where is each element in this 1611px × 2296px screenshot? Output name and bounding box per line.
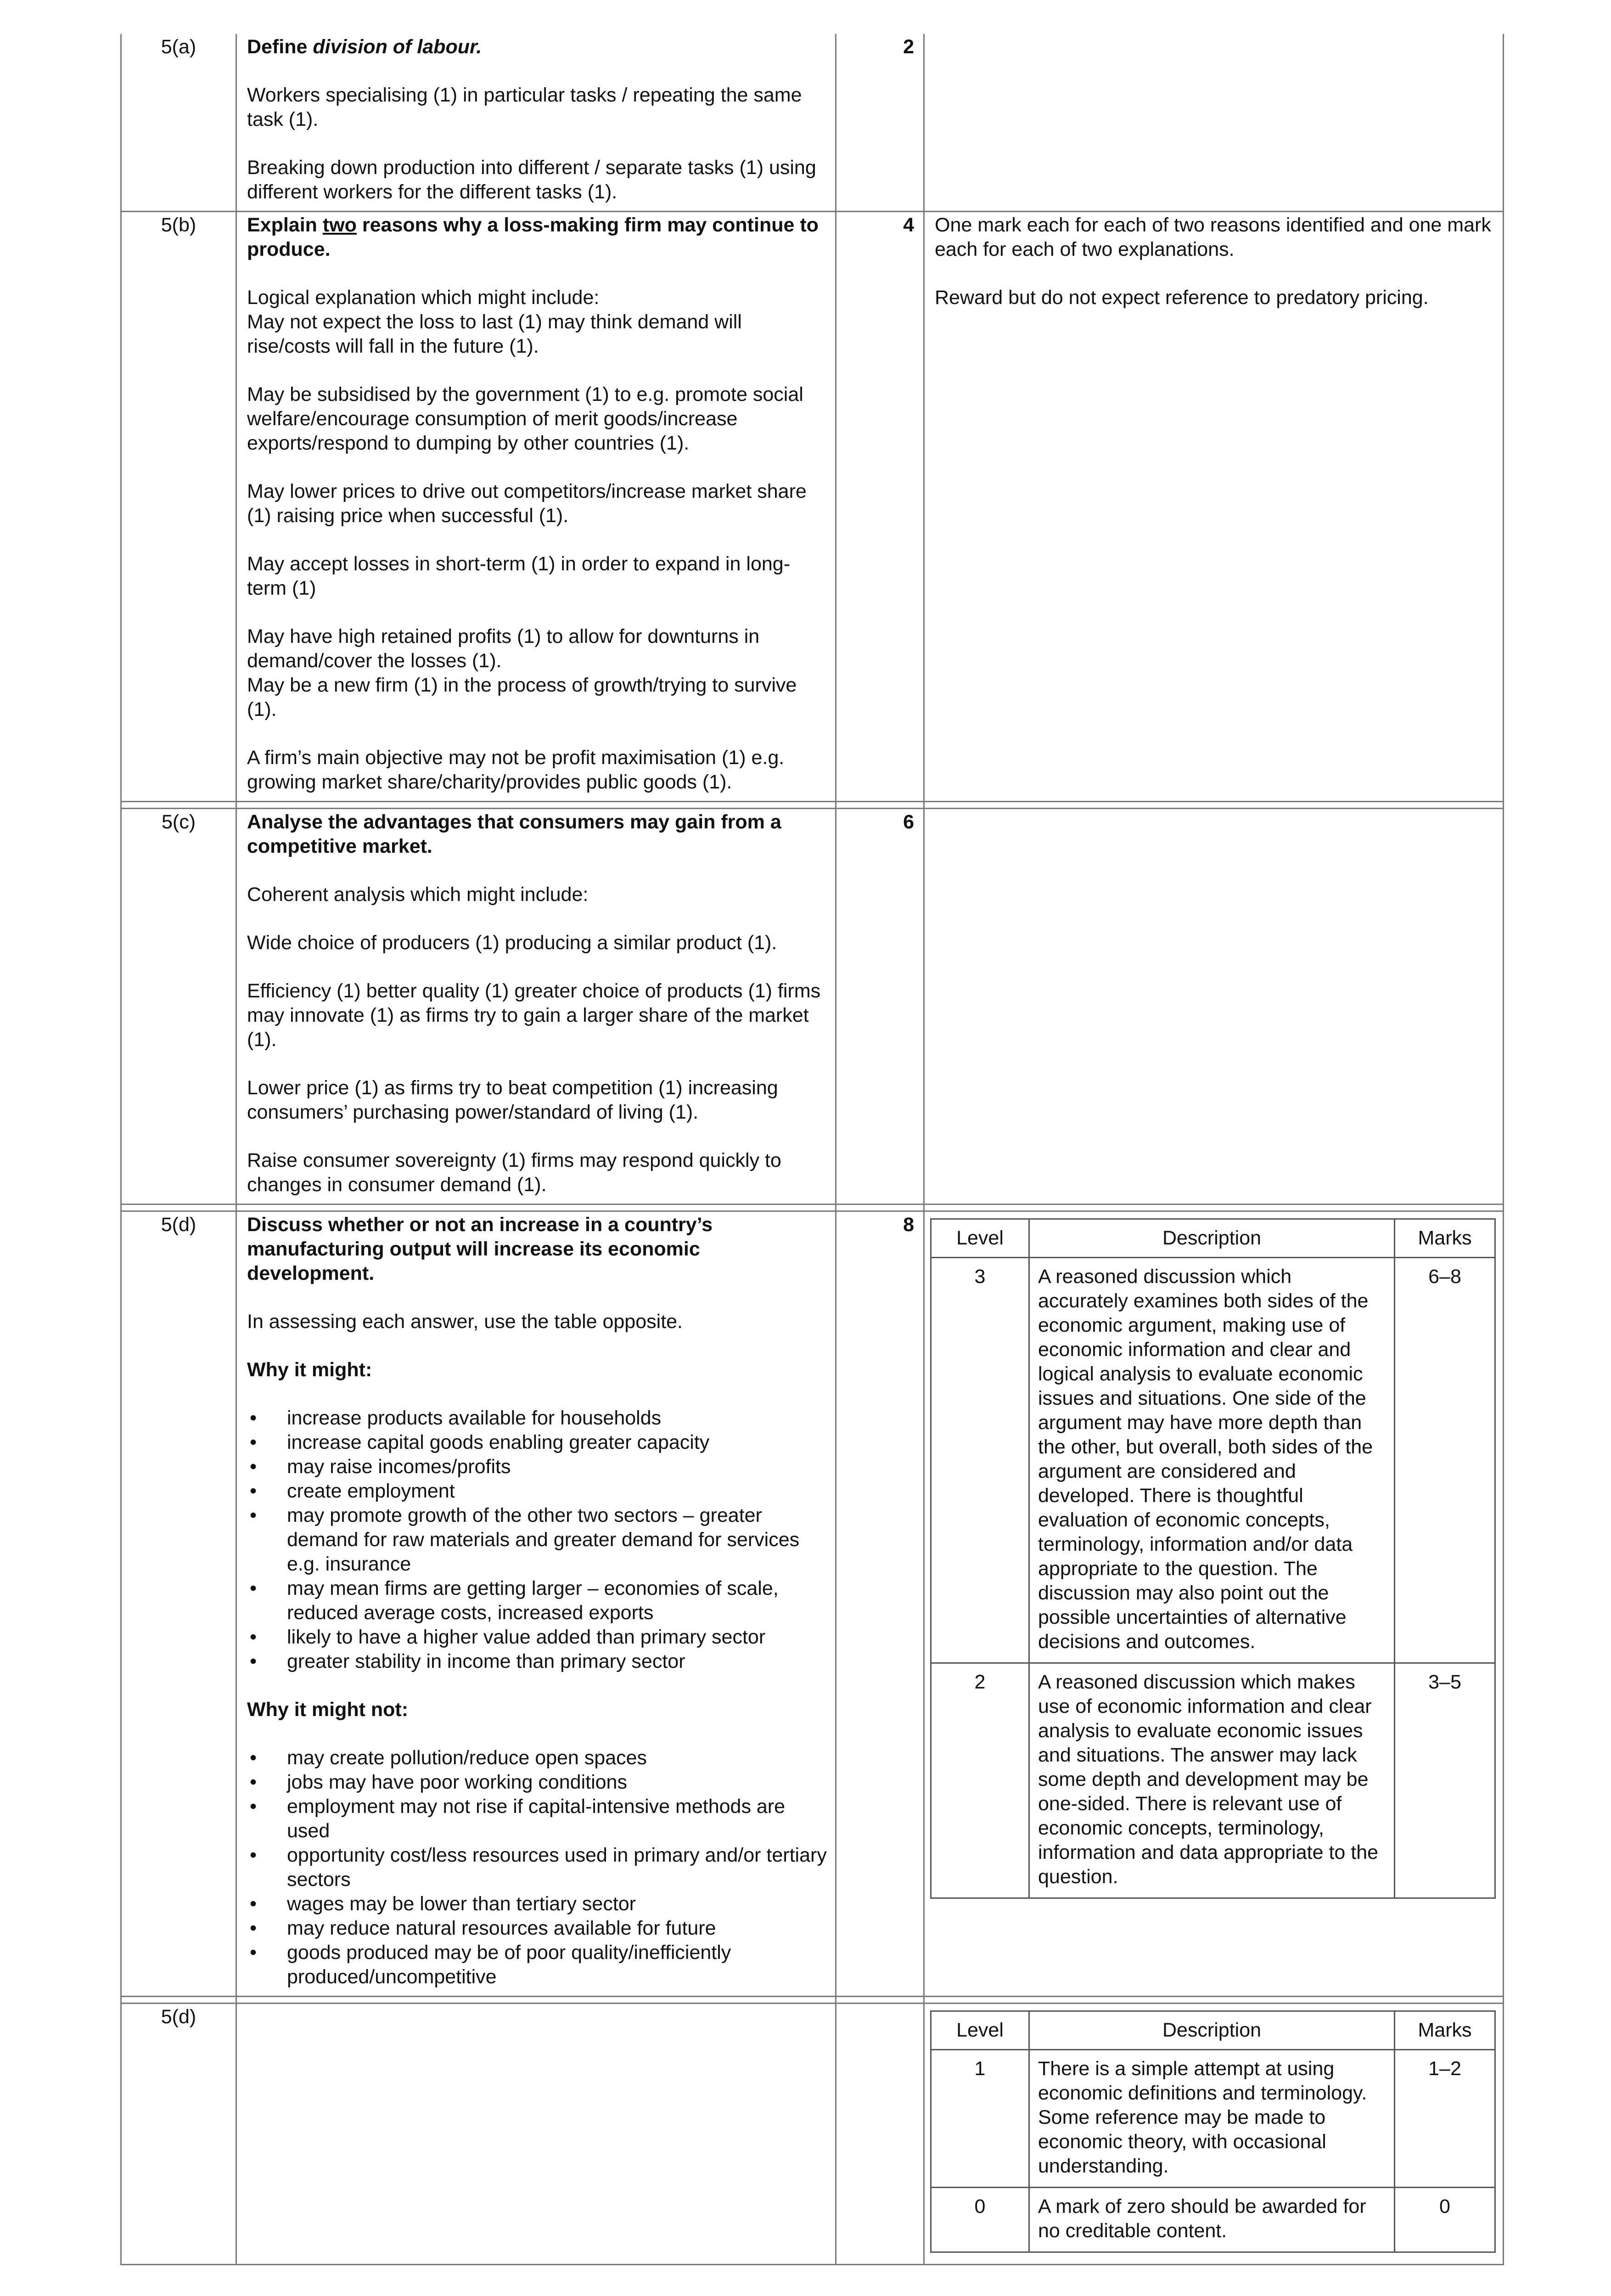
level-marks: 6–8 [1395,1258,1495,1663]
question-number: 5(d) [161,2006,196,2028]
level-row [931,1258,1495,1663]
list-item: • employment may not rise if capital-intensive methods are used [247,1795,827,1843]
level-row [931,2050,1495,2188]
question-number: 5(b) [161,214,196,236]
answer-point: May lower prices to drive out competitors/increase market share (1) raising price when successful (1). [247,480,807,527]
levels-header-row [931,2011,1495,2050]
level-row [931,2188,1495,2252]
level-marks: 0 [1395,2188,1495,2252]
list-item: • goods produced may be of poor quality/inefficiently produced/uncompetitive [247,1941,827,1989]
why-might-list [247,1406,827,1674]
level-marks: 3–5 [1395,1663,1495,1898]
level-number: 2 [931,1663,1029,1898]
answer-point: Raise consumer sovereignty (1) firms may respond quickly to changes in consumer demand (1). [247,1149,781,1196]
question-row-5d [121,1211,1504,1997]
guidance-cell [924,809,1504,1204]
answer-point: Lower price (1) as firms try to beat competition (1) increasing consumers’ purchasing power/standard of living (1). [247,1077,778,1123]
level-number: 0 [931,2188,1029,2252]
levels-header-row [931,1219,1495,1258]
marks-value: 6 [903,811,914,833]
level-description: A reasoned discussion which accurately examines both sides of the economic argument, making use of economic information and clear and logical analysis to evaluate economic issues and situations. One side of the argument may have more depth than the other, but overall, both sides of the argument are considered and developed. There is thoughtful evaluation of economic concepts, terminology, information and/or data appropriate to the question. The discussion may also point out the possible uncertainties of alternative decisions and outcomes. [1029,1258,1395,1663]
answer-point: Efficiency (1) better quality (1) greater choice of products (1) firms may innovate (1) as firms try to gain a larger share of the market (1). [247,980,821,1051]
answer-point: Workers specialising (1) in particular tasks / repeating the same task (1). [247,84,802,130]
why-might-heading: Why it might: [247,1359,372,1381]
question-text: Explain two reasons why a loss-making firm may continue to produce. [247,214,819,260]
answer-point: Breaking down production into different / separate tasks (1) using different workers for the different tasks (1). [247,157,816,203]
answer-point: A firm’s main objective may not be profit maximisation (1) e.g. growing market share/charity/provides public goods (1). [247,747,785,793]
list-item: • may mean firms are getting larger – economies of scale, reduced average costs, increased exports [247,1576,827,1625]
level-header: Level [931,2011,1029,2050]
guidance-text: One mark each for each of two reasons identified and one mark each for each of two explanations. [935,214,1491,260]
level-number: 3 [931,1258,1029,1663]
list-item: • may promote growth of the other two sectors – greater demand for raw materials and greater demand for services e.g. insurance [247,1503,827,1576]
marks-value: 4 [903,214,914,236]
answer-point: May accept losses in short-term (1) in order to expand in long-term (1) [247,553,791,599]
question-row-5a [121,34,1504,212]
level-row [931,1663,1495,1898]
levels-table [930,1218,1496,1899]
answer-point: Wide choice of producers (1) producing a similar product (1). [247,932,777,954]
answer-cell [237,212,835,801]
marks-value: 2 [903,36,914,58]
list-item: • opportunity cost/less resources used in primary and/or tertiary sectors [247,1843,827,1892]
answer-intro: Logical explanation which might include: [247,287,600,309]
answer-cell [237,809,835,1204]
guidance-text: Reward but do not expect reference to predatory pricing. [935,287,1429,309]
list-item: • increase capital goods enabling greater capacity [247,1430,827,1455]
row-separator [121,1997,1504,2003]
list-item: • greater stability in income than primary sector [247,1649,827,1674]
answer-point: May be a new firm (1) in the process of growth/trying to survive (1). [247,674,797,720]
question-row-5d-continued [121,2003,1504,2265]
description-header: Description [1029,1219,1395,1258]
answer-cell [236,2003,836,2265]
answer-cell [237,1212,835,1996]
answer-intro: Coherent analysis which might include: [247,884,589,906]
levels-table-continued [930,2010,1496,2253]
answer-point: May be subsidised by the government (1) to e.g. promote social welfare/encourage consumption of merit goods/increase exports/respond to dumping by other countries (1). [247,383,803,454]
list-item: • wages may be lower than tertiary sector [247,1892,827,1916]
description-header: Description [1029,2011,1395,2050]
question-text: Define division of labour. [247,36,482,58]
level-header: Level [931,1219,1029,1258]
answer-point: May have high retained profits (1) to allow for downturns in demand/cover the losses (1). [247,625,760,672]
answer-intro: In assessing each answer, use the table opposite. [247,1311,683,1333]
why-not-heading: Why it might not: [247,1699,409,1721]
mark-scheme-table [120,34,1504,2265]
question-number: 5(c) [161,811,196,833]
why-not-list [247,1746,827,1989]
question-number: 5(d) [161,1214,196,1236]
answer-point: May not expect the loss to last (1) may think demand will rise/costs will fall in the future (1). [247,311,742,357]
guidance-cell [924,34,1504,212]
row-separator [121,1204,1504,1211]
marks-cell [836,2003,924,2265]
level-description: A reasoned discussion which makes use of economic information and clear analysis to evaluate economic issues and situations. The answer may lack some depth and development may be one-sided. There is relevant use of economic concepts, terminology, information and data appropriate to the question. [1029,1663,1395,1898]
list-item: • create employment [247,1479,827,1503]
row-separator [121,802,1504,809]
level-number: 1 [931,2050,1029,2188]
question-row-5c [121,809,1504,1204]
list-item: • likely to have a higher value added than primary sector [247,1625,827,1649]
answer-cell [237,34,835,211]
marks-header: Marks [1395,1219,1495,1258]
level-description: A mark of zero should be awarded for no creditable content. [1029,2188,1395,2252]
list-item: • jobs may have poor working conditions [247,1770,827,1795]
level-description: There is a simple attempt at using economic definitions and terminology. Some reference may be made to economic theory, with occasional understanding. [1029,2050,1395,2188]
question-text: Analyse the advantages that consumers may gain from a competitive market. [247,811,781,857]
marks-value: 8 [903,1214,914,1236]
marks-header: Marks [1395,2011,1495,2050]
level-marks: 1–2 [1395,2050,1495,2188]
question-number: 5(a) [161,36,196,58]
list-item: • may create pollution/reduce open spaces [247,1746,827,1770]
question-text: Discuss whether or not an increase in a country’s manufacturing output will increase its economic development. [247,1214,713,1284]
question-row-5b [121,212,1504,802]
guidance-cell [925,212,1503,316]
list-item: • may reduce natural resources available for future [247,1916,827,1941]
list-item: • increase products available for households [247,1406,827,1430]
list-item: • may raise incomes/profits [247,1455,827,1479]
